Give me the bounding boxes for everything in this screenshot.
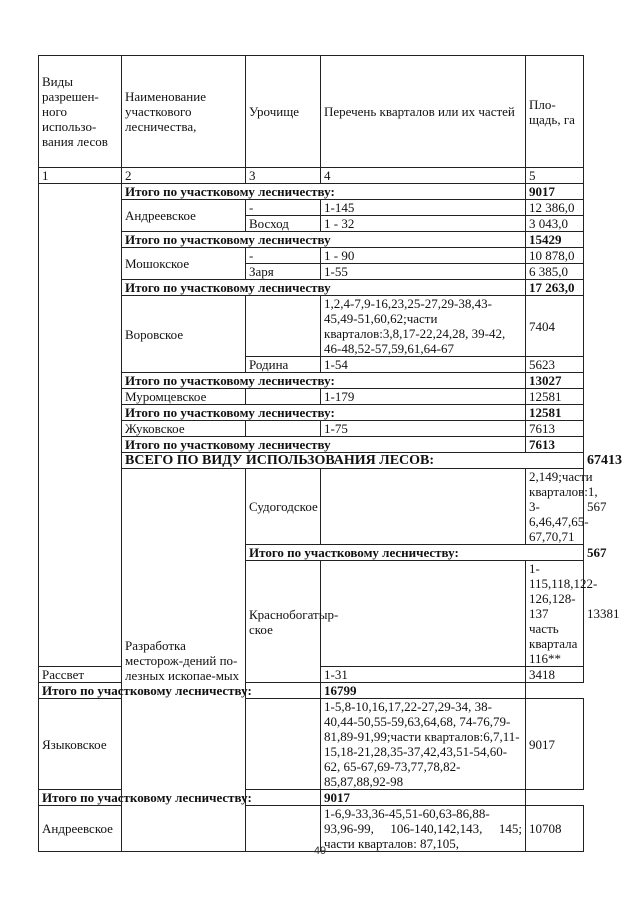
total-value: 13027 [526, 373, 584, 389]
total-value: 9017 [321, 790, 526, 806]
header-name: Наименование участкового лесничества, [122, 56, 246, 168]
tract-cell [321, 469, 526, 545]
table-row: Разработка месторож-дений по-лезных ископае-мых Судогодское 2,149;части кварталов:1, 3-6,46,47,65-67,70,71 567 [39, 469, 584, 545]
area-cell: 9017 [526, 699, 584, 790]
total-label: Итого по участковому лесничеству [122, 437, 526, 453]
kind-cell: Разработка месторож-дений по-лезных ископае-мых [122, 469, 246, 852]
area-cell: 7613 [526, 421, 584, 437]
quarters-cell: 1-6,9-33,36-45,51-60,63-86,88-93,96-99, 106-140,142,143, 145; части кварталов: 87,105, [321, 806, 526, 852]
kind-cell-empty [39, 184, 122, 667]
header-area: Пло-щадь, га [526, 56, 584, 168]
total-label: Итого по участковому лесничеству [122, 232, 526, 248]
tract-cell [246, 296, 321, 357]
tract-cell: Родина [246, 357, 321, 373]
tract-cell: - [246, 200, 321, 216]
total-label: Итого по участковому лесничеству: [39, 790, 321, 806]
forest-use-table [38, 55, 622, 852]
area-cell: 3418 [526, 667, 584, 683]
quarters-cell: 2,149;части кварталов:1, 3-6,46,47,65-67,70,71 [526, 469, 584, 545]
quarters-cell: 1-54 [321, 357, 526, 373]
quarters-cell: 1-55 [321, 264, 526, 280]
page-number: 49 [313, 845, 327, 857]
total-value: 7613 [526, 437, 584, 453]
forestry-name: Муромцевское [122, 389, 246, 405]
tract-cell [321, 561, 526, 667]
total-row [39, 184, 584, 200]
header-list: Перечень кварталов или их частей [321, 56, 526, 168]
tract-cell: Рассвет [39, 667, 122, 683]
total-label: Итого по участковому лесничеству: [39, 683, 321, 699]
area-cell: 6 385,0 [526, 264, 584, 280]
quarters-cell: 1-75 [321, 421, 526, 437]
total-value: 17 263,0 [526, 280, 584, 296]
total-value: 15429 [526, 232, 584, 248]
total-label: Итого по участковому лесничеству [122, 280, 526, 296]
grand-total-label: ВСЕГО ПО ВИДУ ИСПОЛЬЗОВАНИЯ ЛЕСОВ: [122, 453, 584, 469]
quarters-cell: 1-31 [321, 667, 526, 683]
header-kind: Виды разрешен-ного использо-вания лесов [39, 56, 122, 168]
total-row [39, 790, 584, 806]
area-cell: 12581 [526, 389, 584, 405]
forestry-name: Андреевское [122, 200, 246, 232]
header-tract: Урочище [246, 56, 321, 168]
total-value: 9017 [526, 184, 584, 200]
total-label: Итого по участковому лесничеству: [122, 184, 526, 200]
area-cell: 7404 [526, 296, 584, 357]
quarters-cell: 1-115,118,122-126,128-137 часть квартала 116** [526, 561, 584, 667]
tract-cell: Восход [246, 216, 321, 232]
quarters-cell: 1 - 32 [321, 216, 526, 232]
quarters-cell: 1,2,4-7,9-16,23,25-27,29-38,43-45,49-51,60,62;части кварталов:3,8,17-22,24,28, 39-42, 46-48,52-57,59,61,64-67 [321, 296, 526, 357]
total-label: Итого по участковому лесничеству: [122, 373, 526, 389]
tract-cell [246, 699, 321, 790]
quarters-cell: 1-5,8-10,16,17,22-27,29-34, 38-40,44-50,55-59,63,64,68, 74-76,79-81,89-91,99;части кварталов:6,7,11-15,18-21,28,35-37,42,43,51-54,60-62, 65-67,69-73,77,78,82-85,87,88,92-98 [321, 699, 526, 790]
header-row [39, 56, 584, 168]
tract-cell: - [246, 248, 321, 264]
forest-use-table-page [38, 55, 622, 852]
table-row [39, 699, 584, 790]
forestry-name: Краснобогатыр-ское [246, 561, 321, 683]
forestry-name: Судогодское [246, 469, 321, 545]
quarters-cell: 1 - 90 [321, 248, 526, 264]
total-row [39, 683, 584, 699]
total-value: 12581 [526, 405, 584, 421]
tract-cell [246, 421, 321, 437]
total-label: Итого по участковому лесничеству: [246, 545, 584, 561]
area-cell: 5623 [526, 357, 584, 373]
area-cell: 10 878,0 [526, 248, 584, 264]
total-label: Итого по участковому лесничеству: [122, 405, 526, 421]
quarters-cell: 1-179 [321, 389, 526, 405]
forestry-name: Жуковское [122, 421, 246, 437]
tract-cell: Заря [246, 264, 321, 280]
area-cell: 12 386,0 [526, 200, 584, 216]
total-row: Итого по участковому лесничеству: 567 [39, 545, 584, 561]
table-row: Краснобогатыр-ское 1-115,118,122-126,128-137 часть квартала 116** 13381 [39, 561, 584, 667]
forestry-name: Андреевское [39, 806, 122, 852]
colnum-1: 1 [39, 168, 122, 184]
grand-total-row: ВСЕГО ПО ВИДУ ИСПОЛЬЗОВАНИЯ ЛЕСОВ: 67413 [39, 453, 584, 469]
area-cell: 3 043,0 [526, 216, 584, 232]
total-value: 16799 [321, 683, 526, 699]
colnum-2: 2 [122, 168, 246, 184]
colnum-5: 5 [526, 168, 584, 184]
tract-cell [246, 389, 321, 405]
area-cell: 10708 [526, 806, 584, 852]
colnum-4: 4 [321, 168, 526, 184]
quarters-cell: 1-145 [321, 200, 526, 216]
forestry-name: Воровское [122, 296, 246, 373]
forestry-name: Языковское [39, 699, 122, 790]
column-number-row [39, 168, 584, 184]
forestry-name: Мошокское [122, 248, 246, 280]
colnum-3: 3 [246, 168, 321, 184]
